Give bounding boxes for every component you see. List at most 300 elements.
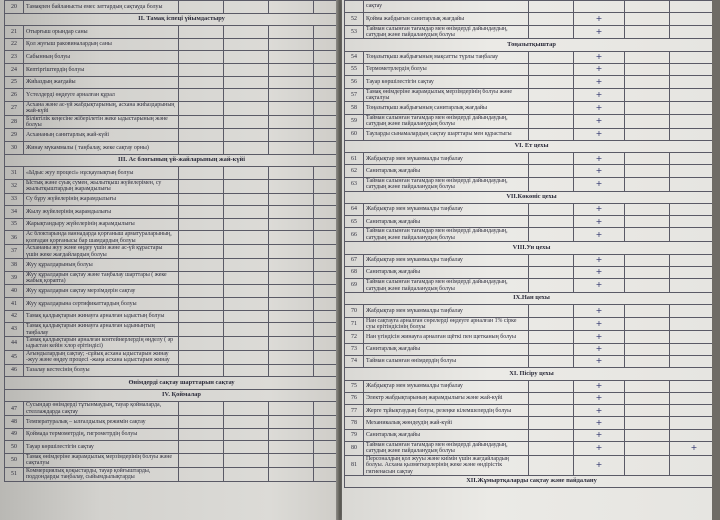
row-mark <box>224 416 269 429</box>
row-mark <box>224 231 269 245</box>
row-number: 58 <box>345 102 364 114</box>
row-number: 53 <box>345 25 364 39</box>
right-checklist-table <box>344 0 712 488</box>
section-heading: III. Ас блогының үй-жайларының жай-күйі <box>5 154 339 167</box>
row-mark-extra <box>670 279 713 293</box>
row-mark-extra <box>314 76 339 89</box>
row-number: 33 <box>5 193 24 206</box>
row-criterion: Тоңазытқыш жабдығының санитарлық жағдайы <box>364 102 529 114</box>
row-criterion: Жинау мүкаммалы ( таңбалау, жеке сақтау орны) <box>24 141 179 154</box>
row-number: 24 <box>5 63 24 76</box>
row-mark <box>224 38 269 51</box>
checklist-row <box>5 441 339 454</box>
row-mark-extra <box>314 89 339 102</box>
row-number: 55 <box>345 64 364 76</box>
section-heading-row <box>345 292 713 304</box>
row-empty-cell <box>269 258 314 271</box>
checklist-row <box>345 266 713 278</box>
row-mark <box>224 89 269 102</box>
row-mark <box>224 402 269 416</box>
row-empty-cell <box>179 428 224 441</box>
row-empty-cell <box>529 114 574 128</box>
row-number: 26 <box>5 89 24 102</box>
checklist-row <box>5 115 339 129</box>
row-empty-cell <box>625 153 670 165</box>
row-number: 35 <box>5 218 24 231</box>
checklist-row <box>345 177 713 191</box>
row-mark-extra <box>670 165 713 177</box>
section-heading-row <box>345 191 713 203</box>
row-empty-cell <box>529 228 574 242</box>
row-number: 21 <box>5 26 24 39</box>
row-criterion: Кептіргіштердің болуы <box>24 63 179 76</box>
checklist-row <box>5 297 339 310</box>
row-empty-cell <box>179 167 224 180</box>
row-mark: + <box>574 355 625 367</box>
row-number: 61 <box>345 153 364 165</box>
row-empty-cell <box>529 25 574 39</box>
row-mark-extra <box>314 1 339 14</box>
row-empty-cell <box>625 51 670 63</box>
checklist-row <box>5 364 339 377</box>
row-empty-cell <box>625 177 670 191</box>
row-criterion: Ас блоктарында ваннадарда қорғаныш арматураларының, қолғадан қорғанысы бар шамдардың болуы <box>24 231 179 245</box>
section-heading: Өнімдерді сақтау шарттарын сақтау <box>5 377 339 390</box>
row-empty-cell <box>625 331 670 343</box>
row-empty-cell <box>625 165 670 177</box>
row-mark <box>224 179 269 193</box>
checklist-row <box>345 429 713 441</box>
row-number: 78 <box>345 417 364 429</box>
row-empty-cell <box>529 343 574 355</box>
section-heading-row <box>5 377 339 390</box>
row-number: 74 <box>345 355 364 367</box>
row-mark-extra <box>314 364 339 377</box>
row-empty-cell <box>179 416 224 429</box>
row-mark: + <box>574 128 625 140</box>
checklist-row <box>5 258 339 271</box>
row-empty-cell <box>529 153 574 165</box>
row-empty-cell <box>625 88 670 102</box>
row-mark-extra <box>314 271 339 285</box>
row-mark-extra <box>314 141 339 154</box>
row-empty-cell <box>269 206 314 219</box>
row-empty-cell <box>529 266 574 278</box>
right-page <box>342 0 712 520</box>
row-empty-cell <box>179 26 224 39</box>
row-number: 34 <box>5 206 24 219</box>
row-empty-cell <box>269 218 314 231</box>
row-mark: + <box>574 177 625 191</box>
row-number: 65 <box>345 216 364 228</box>
row-mark-extra <box>314 350 339 364</box>
row-empty-cell <box>625 380 670 392</box>
row-criterion: Тайман салынған тағамдар мен өнімдерді дайындаудың, сатудың және пайдаланудың болуы <box>364 25 529 39</box>
row-number: 62 <box>345 165 364 177</box>
row-mark-extra <box>314 26 339 39</box>
section-heading: Тоңазытқыштар <box>345 39 713 51</box>
row-mark-extra <box>314 467 339 481</box>
checklist-row <box>5 179 339 193</box>
row-empty-cell <box>269 310 314 323</box>
checklist-row <box>345 102 713 114</box>
row-number: 59 <box>345 114 364 128</box>
row-empty-cell <box>625 355 670 367</box>
row-mark <box>224 115 269 129</box>
row-criterion: Тайман салынған тағамдар мен өнімдерді дайындаудың, сатудың және пайдаланудың болуы <box>364 279 529 293</box>
row-mark-extra <box>670 88 713 102</box>
checklist-row <box>5 1 339 14</box>
row-empty-cell <box>179 350 224 364</box>
row-mark: + <box>574 153 625 165</box>
row-number: 30 <box>5 141 24 154</box>
row-criterion: Жабдықтар мен мүкаммалды таңбалау <box>364 203 529 215</box>
row-mark: + <box>574 254 625 266</box>
row-number: 43 <box>5 323 24 337</box>
row-criterion: Жылу жүйелерінің жарамдылығы <box>24 206 179 219</box>
row-mark-extra <box>314 336 339 350</box>
row-empty-cell <box>529 165 574 177</box>
row-criterion: Персоналдың қол жууы және киімін үшін жағдайлардың болуы. Асхана қызметкерлерінің жеке және өндірістік гигиенасын сақтау <box>364 455 529 475</box>
row-mark: + <box>574 114 625 128</box>
row-mark-extra <box>670 128 713 140</box>
row-empty-cell <box>179 402 224 416</box>
row-mark: + <box>574 76 625 88</box>
checklist-row <box>345 203 713 215</box>
row-criterion: Санитарлық жағдайы <box>364 343 529 355</box>
section-heading-row <box>5 389 339 402</box>
section-heading: IV. Қоймалар <box>5 389 339 402</box>
row-number: 56 <box>345 76 364 88</box>
row-empty-cell <box>269 141 314 154</box>
row-empty-cell <box>529 455 574 475</box>
checklist-row <box>5 218 339 231</box>
row-mark-extra <box>314 218 339 231</box>
row-mark-extra <box>314 297 339 310</box>
right-checklist-sheet <box>344 0 706 488</box>
row-mark: + <box>574 51 625 63</box>
row-empty-cell <box>625 203 670 215</box>
row-number: 23 <box>5 51 24 64</box>
row-criterion: Санитарлық жағдайы <box>364 429 529 441</box>
row-criterion: Жуу құралдарына сертификаттардың болуы <box>24 297 179 310</box>
row-empty-cell <box>179 206 224 219</box>
row-mark-extra <box>314 129 339 142</box>
row-number: 60 <box>345 128 364 140</box>
row-mark-extra: + <box>670 442 713 456</box>
row-number <box>345 1 364 13</box>
row-empty-cell <box>529 442 574 456</box>
row-mark-extra <box>314 416 339 429</box>
row-empty-cell <box>625 128 670 140</box>
checklist-row <box>5 63 339 76</box>
row-empty-cell <box>625 392 670 404</box>
row-empty-cell <box>179 336 224 350</box>
row-empty-cell <box>179 76 224 89</box>
section-heading-row <box>5 154 339 167</box>
row-mark-extra <box>670 405 713 417</box>
row-empty-cell <box>529 392 574 404</box>
row-mark: + <box>574 429 625 441</box>
checklist-row <box>345 442 713 456</box>
row-criterion: Сусындар өнімдерді тұтынмаудың, тауар қоймаларда, стеллаждарда сақтау <box>24 402 179 416</box>
row-mark-extra <box>670 331 713 343</box>
row-mark <box>224 129 269 142</box>
checklist-row <box>345 51 713 63</box>
row-mark: + <box>574 64 625 76</box>
row-mark-extra <box>314 310 339 323</box>
row-number: 81 <box>345 455 364 475</box>
checklist-row <box>5 193 339 206</box>
row-empty-cell <box>269 336 314 350</box>
checklist-row <box>5 129 339 142</box>
row-mark <box>224 336 269 350</box>
row-number: 37 <box>5 245 24 259</box>
row-criterion: Тайман салынған өнімдердің болуы <box>364 355 529 367</box>
row-mark <box>224 218 269 231</box>
row-empty-cell <box>625 305 670 317</box>
row-mark <box>224 441 269 454</box>
checklist-row <box>5 245 339 259</box>
row-mark <box>224 1 269 14</box>
row-mark: + <box>574 331 625 343</box>
row-criterion: Асхананы жуу және өңдеу үшін және ас-үй құрастары үшін жеке жағдайлардың болуы <box>24 245 179 259</box>
row-mark: + <box>574 279 625 293</box>
row-empty-cell <box>625 254 670 266</box>
row-empty-cell <box>529 380 574 392</box>
checklist-row <box>345 380 713 392</box>
left-checklist-sheet <box>4 0 334 482</box>
row-criterion: Қойма жабдығын санитарлық жағдайы <box>364 13 529 25</box>
row-empty-cell <box>269 453 314 467</box>
row-empty-cell <box>529 88 574 102</box>
row-number: 39 <box>5 271 24 285</box>
row-criterion: Ыстық және суық сумен, жылытқыш жүйелерімен, су жылытқыштардың жарамдылығы <box>24 179 179 193</box>
section-heading: IX.Нан цехы <box>345 292 713 304</box>
row-number: 20 <box>5 1 24 14</box>
row-empty-cell <box>625 25 670 39</box>
row-empty-cell <box>179 193 224 206</box>
row-empty-cell <box>625 102 670 114</box>
row-criterion: Тайман салынған тағамдар мен өнімдерді дайындаудың, сатудың және пайдаланудың болуы <box>364 442 529 456</box>
row-empty-cell <box>179 141 224 154</box>
checklist-row <box>5 141 339 154</box>
row-mark <box>224 364 269 377</box>
row-mark <box>224 271 269 285</box>
checklist-row <box>5 231 339 245</box>
checklist-row <box>5 285 339 298</box>
row-empty-cell <box>625 1 670 13</box>
row-mark-extra <box>670 380 713 392</box>
row-criterion: Тайман салынған тағамдар мен өнімдерді дайындаудың, сатудың және пайдаланудың болуы <box>364 228 529 242</box>
background-edge <box>712 0 720 520</box>
row-empty-cell <box>179 89 224 102</box>
row-mark <box>224 350 269 364</box>
row-mark-extra <box>670 13 713 25</box>
row-empty-cell <box>625 216 670 228</box>
row-number: 70 <box>345 305 364 317</box>
row-empty-cell <box>529 305 574 317</box>
row-mark-extra <box>670 266 713 278</box>
row-empty-cell <box>529 102 574 114</box>
row-number: 32 <box>5 179 24 193</box>
row-criterion: Қоймада термометрдің, гигрометрдің болуы <box>24 428 179 441</box>
checklist-row <box>5 51 339 64</box>
section-heading: VII.Көкөніс цехы <box>345 191 713 203</box>
checklist-row <box>5 416 339 429</box>
row-mark-extra <box>314 258 339 271</box>
checklist-row <box>345 317 713 331</box>
checklist-row <box>5 76 339 89</box>
row-criterion: Жабдықтар мен мукаммалды таңбалау <box>364 380 529 392</box>
row-empty-cell <box>529 1 574 13</box>
checklist-row <box>5 101 339 115</box>
row-criterion: Механикалық жөндеудің жай-күйі <box>364 417 529 429</box>
checklist-row <box>345 405 713 417</box>
row-mark: + <box>574 102 625 114</box>
row-number: 54 <box>345 51 364 63</box>
row-mark <box>224 206 269 219</box>
row-number: 42 <box>5 310 24 323</box>
row-number: 80 <box>345 442 364 456</box>
row-criterion: Нан сақтауға арналған сөрелерді өңдеуге арналған 1% сірке суы ерітіндісінің болуы <box>364 317 529 331</box>
row-number: 64 <box>345 203 364 215</box>
row-criterion: Санитарлық жағдайы <box>364 216 529 228</box>
checklist-row <box>345 216 713 228</box>
row-empty-cell <box>529 216 574 228</box>
row-mark <box>224 76 269 89</box>
row-empty-cell <box>529 417 574 429</box>
row-number: 22 <box>5 38 24 51</box>
row-empty-cell <box>269 467 314 481</box>
row-mark-extra <box>670 355 713 367</box>
row-criterion: Жуу құралдарын сақтау және таңбалау шарттары ( жеке жабық қорапта) <box>24 271 179 285</box>
row-empty-cell <box>179 63 224 76</box>
row-mark-extra <box>314 206 339 219</box>
row-mark-extra <box>670 305 713 317</box>
row-mark <box>224 323 269 337</box>
section-heading-row <box>345 140 713 152</box>
section-heading: II. Тамақ іспеці үйымдастыру <box>5 13 339 26</box>
row-empty-cell <box>625 343 670 355</box>
row-number: 67 <box>345 254 364 266</box>
row-mark-extra <box>314 231 339 245</box>
row-mark-extra <box>670 254 713 266</box>
row-number: 52 <box>345 13 364 25</box>
row-criterion: Тазалау кестесінің болуы <box>24 364 179 377</box>
row-mark-extra <box>314 402 339 416</box>
row-empty-cell <box>625 442 670 456</box>
row-empty-cell <box>179 101 224 115</box>
checklist-row <box>5 271 339 285</box>
row-number: 46 <box>5 364 24 377</box>
row-empty-cell <box>269 1 314 14</box>
row-number: 76 <box>345 392 364 404</box>
row-mark: + <box>574 165 625 177</box>
row-number: 73 <box>345 343 364 355</box>
row-number: 69 <box>345 279 364 293</box>
row-empty-cell <box>269 323 314 337</box>
row-criterion: Тауар көршілестігін сақтау <box>24 441 179 454</box>
row-empty-cell <box>179 441 224 454</box>
row-number: 48 <box>5 416 24 429</box>
section-heading-row <box>345 39 713 51</box>
row-empty-cell <box>529 76 574 88</box>
row-mark: + <box>574 317 625 331</box>
row-empty-cell <box>269 51 314 64</box>
section-heading: VI. Ет цехы <box>345 140 713 152</box>
row-number: 38 <box>5 258 24 271</box>
row-criterion: Ағындылардың сақтау; -сұйық асхана ыдыстарын жинау -жуу және өңдеу процесі -жаңа асхана ыдыстарын жинау <box>24 350 179 364</box>
row-mark-extra <box>670 51 713 63</box>
row-criterion: Қол жуғыш раковиналардың саны <box>24 38 179 51</box>
checklist-row <box>5 26 339 39</box>
row-criterion: сақтау <box>364 1 529 13</box>
row-empty-cell <box>179 51 224 64</box>
row-empty-cell <box>529 254 574 266</box>
row-criterion: Асхана және ас-үй жабдықтарының, асхана жиһаздарының жай-күйі <box>24 101 179 115</box>
row-empty-cell <box>269 350 314 364</box>
row-mark <box>224 428 269 441</box>
row-mark-extra <box>670 25 713 39</box>
row-number: 40 <box>5 285 24 298</box>
row-empty-cell <box>269 193 314 206</box>
row-mark-extra <box>314 323 339 337</box>
row-empty-cell <box>625 429 670 441</box>
row-empty-cell <box>269 416 314 429</box>
row-empty-cell <box>179 467 224 481</box>
row-empty-cell <box>269 231 314 245</box>
checklist-row <box>345 114 713 128</box>
row-empty-cell <box>529 177 574 191</box>
checklist-row <box>5 350 339 364</box>
row-mark-extra <box>314 38 339 51</box>
row-mark-extra <box>314 51 339 64</box>
row-empty-cell <box>179 231 224 245</box>
row-empty-cell <box>529 279 574 293</box>
row-mark: + <box>574 380 625 392</box>
row-empty-cell <box>179 179 224 193</box>
row-criterion: Санитарлық жағдайы <box>364 165 529 177</box>
row-criterion: Жабдықтар мен мүкаммалды таңбалау <box>364 153 529 165</box>
checklist-row <box>5 428 339 441</box>
row-number: 29 <box>5 129 24 142</box>
row-number: 75 <box>345 380 364 392</box>
row-empty-cell <box>529 64 574 76</box>
checklist-row <box>5 467 339 481</box>
row-number: 63 <box>345 177 364 191</box>
row-mark: + <box>574 266 625 278</box>
checklist-row <box>5 167 339 180</box>
row-mark <box>224 101 269 115</box>
row-criterion: Температуралық – ылғалдылық режимін сақтау <box>24 416 179 429</box>
checklist-row <box>5 89 339 102</box>
row-mark <box>224 51 269 64</box>
row-mark-extra <box>314 167 339 180</box>
checklist-row <box>345 455 713 475</box>
row-empty-cell <box>625 405 670 417</box>
row-number: 77 <box>345 405 364 417</box>
row-number: 27 <box>5 101 24 115</box>
row-criterion: Біліктілік кеңесіне жіберілетін жеке ыдыстарының және болуы <box>24 115 179 129</box>
row-empty-cell <box>269 179 314 193</box>
left-page <box>0 0 338 520</box>
checklist-row <box>345 128 713 140</box>
row-empty-cell <box>625 114 670 128</box>
row-mark <box>224 310 269 323</box>
row-mark: + <box>574 25 625 39</box>
row-empty-cell <box>269 38 314 51</box>
